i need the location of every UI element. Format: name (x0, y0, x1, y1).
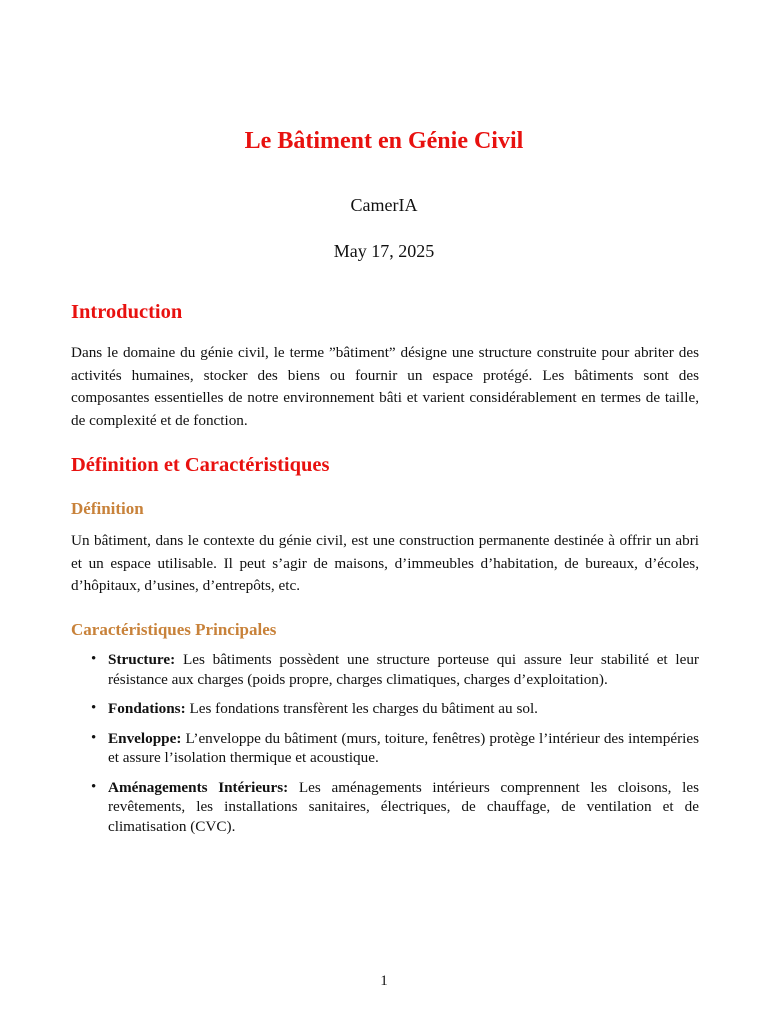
definition-section-heading: Définition et Caractéristiques (71, 454, 330, 476)
document-date: May 17, 2025 (333, 241, 435, 261)
page-number: 1 (380, 973, 388, 989)
list-item-term: Structure: (108, 651, 176, 668)
list-item (71, 699, 699, 719)
introduction-heading: Introduction (71, 301, 183, 323)
document-title: Le Bâtiment en Génie Civil (244, 128, 524, 154)
list-item (71, 729, 699, 768)
bullet-icon: • (91, 778, 97, 795)
list-item-term: Fondations: (108, 700, 186, 717)
list-item (71, 650, 699, 689)
bullet-icon: • (91, 700, 97, 716)
definition-subheading: Définition (71, 499, 144, 518)
list-item (71, 778, 699, 837)
list-item-text: Les fondations transfèrent les charges du bâtiment au sol. (189, 700, 538, 717)
list-item-term: Enveloppe: (108, 729, 182, 747)
list-item-text: L’enveloppe du bâtiment (murs, toiture, fenêtres) protège l’intérieur des intempéries et assure l’isolation thermique et acoustique. (108, 729, 700, 766)
characteristics-list (71, 650, 699, 846)
characteristics-subheading: Caractéristiques Principales (71, 620, 277, 639)
introduction-paragraph: Dans le domaine du génie civil, le terme ”bâtiment” désigne une structure construite pour abriter des activités humaines, stocker des biens ou fournir un espace protégé. Les bâtiments sont des composantes essentielles de notre environnement bâti et varient considérablement en termes de taille, de complexité et de fonction. (71, 344, 699, 429)
list-item-text: Les bâtiments possèdent une structure porteuse qui assure leur stabilité et leur résistance aux charges (poids propre, charges climatiques, charges d’exploitation). (108, 651, 699, 688)
bullet-icon: • (91, 729, 97, 746)
definition-paragraph: Un bâtiment, dans le contexte du génie civil, est une construction permanente destinée à offrir un abri et un espace utilisable. Il peut s’agir de maisons, d’immeubles d’habitation, de bureaux, d’écoles, d’hôpitaux, d’usines, d’entrepôts, etc. (71, 532, 699, 594)
list-item-text: Les aménagements intérieurs comprennent les cloisons, les revêtements, les installations sanitaires, électriques, de chauffage, de ventilation et de climatisation (CVC). (108, 778, 699, 835)
list-item-term: Aménagements Intérieurs: (108, 778, 289, 796)
document-author: CamerIA (350, 195, 418, 215)
bullet-icon: • (91, 651, 97, 667)
